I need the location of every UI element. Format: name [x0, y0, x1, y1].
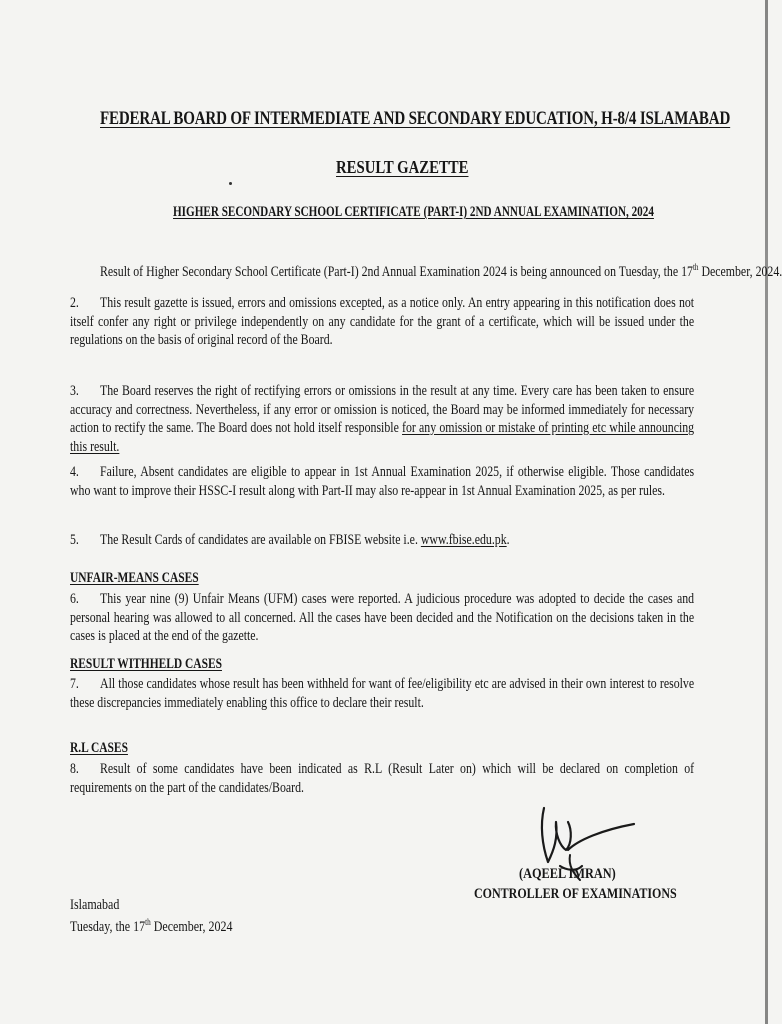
paragraph-6 — [70, 590, 694, 646]
paragraph-7 — [70, 675, 694, 712]
issue-date-text: Tuesday, the 17 — [70, 919, 146, 935]
paragraph-text: Result of some candidates have been indicated as R.L (Result Later on) which will be declared on completion of requirements on the part of the candidates/Board. — [70, 761, 695, 796]
paragraph-end: . — [506, 532, 510, 548]
paragraph-text: Failure, Absent candidates are eligible to appear in 1st Annual Examination 2025, if otherwise eligible. Those candidates who want to improve their HSSC-I result along with Part-II may also re-appear in 1st Annual Examination 2025, as per rules. — [70, 464, 695, 499]
intro-text: Result of Higher Secondary School Certificate (Part-I) 2nd Annual Examination 2024 is being announced on Tuesday, the 17 — [100, 264, 693, 280]
paragraph-8 — [70, 760, 694, 797]
paragraph-4 — [70, 463, 694, 500]
issue-date-rest: December, 2024 — [150, 919, 233, 935]
paragraph-number: 2. — [70, 295, 79, 311]
issue-date — [70, 919, 233, 936]
result-withheld-heading: RESULT WITHHELD CASES — [70, 656, 222, 672]
paragraph-text: The Result Cards of candidates are available on FBISE website i.e. — [100, 532, 421, 548]
paragraph-number: 6. — [70, 591, 79, 607]
issue-place: Islamabad — [70, 897, 120, 913]
issue-date-suffix: th — [145, 917, 151, 927]
paragraph-number: 8. — [70, 761, 79, 777]
paragraph-number: 3. — [70, 383, 79, 399]
paragraph-number: 4. — [70, 464, 79, 480]
intro-date-suffix: th — [692, 262, 699, 272]
signatory-title: CONTROLLER OF EXAMINATIONS — [474, 886, 677, 902]
paragraph-5 — [70, 531, 694, 550]
paragraph-text: All those candidates whose result has been withheld for want of fee/eligibility etc are advised in their own interest to resolve these discrepancies immediately enabling this office to declare their result. — [70, 676, 695, 711]
scan-edge-shadow — [765, 0, 768, 1024]
signatory-name: (AQEEL IMRAN) — [519, 866, 616, 882]
unfair-means-heading: UNFAIR-MEANS CASES — [70, 570, 199, 586]
paragraph-number: 5. — [70, 532, 79, 548]
paragraph-text: This year nine (9) Unfair Means (UFM) cases were reported. A judicious procedure was adopted to decide the cases and personal hearing was allowed to all concerned. All the cases have been decided and the Notification on the decisions taken in the cases is placed at the end of the gazette. — [70, 591, 695, 644]
paragraph-3 — [70, 382, 694, 456]
fbise-website-link[interactable]: www.fbise.edu.pk — [420, 532, 507, 548]
exam-title: HIGHER SECONDARY SCHOOL CERTIFICATE (PART-I) 2ND ANNUAL EXAMINATION, 2024 — [173, 204, 654, 220]
intro-paragraph — [100, 262, 782, 282]
gazette-title: RESULT GAZETTE — [336, 157, 469, 177]
paragraph-text: The Board reserves the right of rectifying errors or omissions in the result at any time. Every care has been taken to ensure accuracy and correctness. Nevertheless, if any error or omission is noticed, the Board may be informed immediately for necessary action to rectify the same. The Board does not hold itself responsible — [70, 383, 695, 436]
paragraph-text: This result gazette is issued, errors and omissions excepted, as a notice only. An entry appearing in this notification does not itself confer any right or privilege independently on any candidate for the grant of a certificate, which will be issued under the regulations on the basis of original record of the Board. — [70, 295, 695, 348]
rl-cases-heading: R.L CASES — [70, 740, 128, 756]
scan-speck — [229, 182, 232, 185]
intro-date-rest: December, 2024. — [698, 264, 782, 280]
paragraph-2 — [70, 294, 694, 350]
underlined-text: for any omission or mistake of printing etc while announcing this result. — [70, 420, 695, 455]
paragraph-number: 7. — [70, 676, 79, 692]
board-title: FEDERAL BOARD OF INTERMEDIATE AND SECONDARY EDUCATION, H-8/4 ISLAMABAD — [100, 108, 731, 129]
